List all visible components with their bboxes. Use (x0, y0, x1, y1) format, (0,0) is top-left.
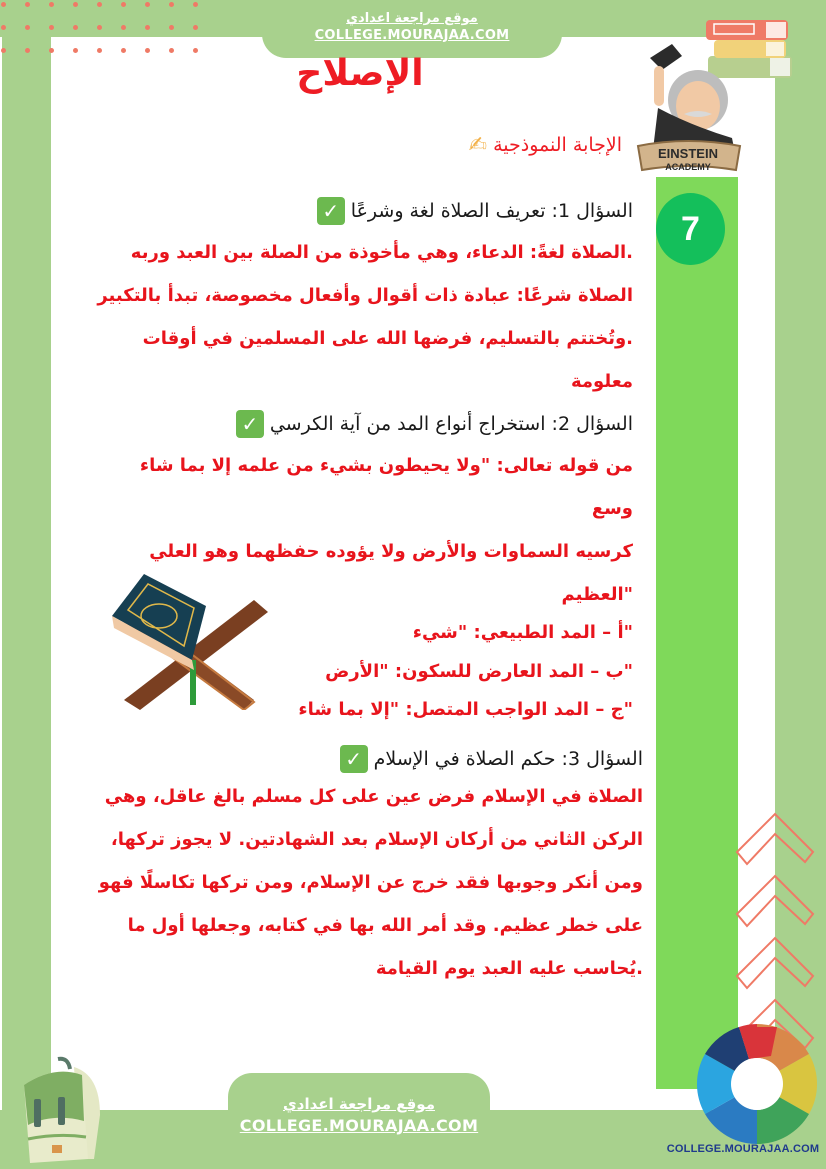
answer-line: .يُحاسب عليه العبد يوم القيامة (375, 958, 643, 979)
quran-on-stand-image (104, 570, 274, 710)
answer-line: على خطر عظيم. وقد أمر الله بها في كتابه، وجعلها أول ما (127, 915, 643, 936)
subtitle-row (469, 132, 622, 158)
answer-line: .الصلاة لغةً: الدعاء، وهي مأخوذة من الصلة بين العبد وربه (130, 242, 633, 263)
footer-site-url[interactable]: COLLEGE.MOURAJAA.COM (239, 1116, 479, 1135)
writing-hand-icon: ✍ (468, 132, 488, 158)
answer-line: ومن أنكر وجوبها فقد خرج عن الإسلام، ومن تركها تكاسلًا فهو (98, 872, 643, 893)
decorative-dot-grid (0, 0, 200, 55)
question-3-answer (93, 775, 643, 990)
answer-line: كرسيه السماوات والأرض ولا يؤوده حفظهما وهو العلي (149, 541, 633, 562)
question-2-heading: السؤال 2: استخراج أنواع المد من آية الكرسي (269, 413, 633, 435)
svg-text:EINSTEIN: EINSTEIN (658, 146, 718, 161)
answer-line: "العظيم (561, 584, 633, 605)
svg-text:ACADEMY: ACADEMY (665, 162, 711, 172)
header-site-name[interactable]: موقع مراجعة اعدادي (346, 11, 478, 26)
question-3 (93, 745, 643, 990)
chevron-up-decoration-icon (735, 790, 820, 1050)
page-title: الإصلاح (296, 53, 424, 94)
answer-line: "ب – المد العارض للسكون: "الأرض (325, 661, 633, 682)
left-frame-bar (2, 37, 51, 1110)
answer-line: من قوله تعالى: "ولا يحيطون بشيء من علمه إلا بما شاء وسع (139, 455, 633, 519)
subtitle: الإجابة النموذجية (493, 134, 622, 156)
answer-line: .وتُختتم بالتسليم، فرضها الله على المسلمين في أوقات معلومة (142, 328, 633, 392)
side-accent-bar (656, 177, 738, 1089)
answer-line: الصلاة شرعًا: عبادة ذات أقوال وأفعال مخصوصة، تبدأ بالتكبير (97, 285, 633, 306)
footer-site-name[interactable]: موقع مراجعة اعدادي (283, 1095, 435, 1113)
header-site-url[interactable]: COLLEGE.MOURAJAA.COM (314, 28, 510, 43)
subjects-wheel-logo (695, 1022, 819, 1146)
header-site-tab[interactable] (262, 0, 562, 58)
check-mark-icon: ✓ (340, 745, 368, 773)
question-1 (93, 197, 633, 403)
page-number-badge: 7 (656, 193, 725, 265)
check-mark-icon: ✓ (236, 410, 264, 438)
question-1-heading: السؤال 1: تعريف الصلاة لغة وشرعًا (350, 200, 633, 222)
footer-site-tab[interactable] (228, 1073, 490, 1169)
backpack-image (14, 1055, 104, 1167)
answer-line: الركن الثاني من أركان الإسلام بعد الشهادتين. لا يجوز تركها، (110, 829, 643, 850)
answer-line: "أ – المد الطبيعي: "شيء (412, 622, 633, 643)
answer-line: "ج – المد الواجب المتصل: "إلا بما شاء (298, 699, 633, 720)
einstein-mascot-image (632, 38, 744, 180)
check-mark-icon: ✓ (317, 197, 345, 225)
answer-line: الصلاة في الإسلام فرض عين على كل مسلم بالغ عاقل، وهي (104, 786, 643, 807)
logo-label[interactable]: COLLEGE.MOURAJAA.COM (666, 1143, 820, 1155)
question-3-heading: السؤال 3: حكم الصلاة في الإسلام (373, 748, 643, 770)
question-1-answer (93, 231, 633, 403)
